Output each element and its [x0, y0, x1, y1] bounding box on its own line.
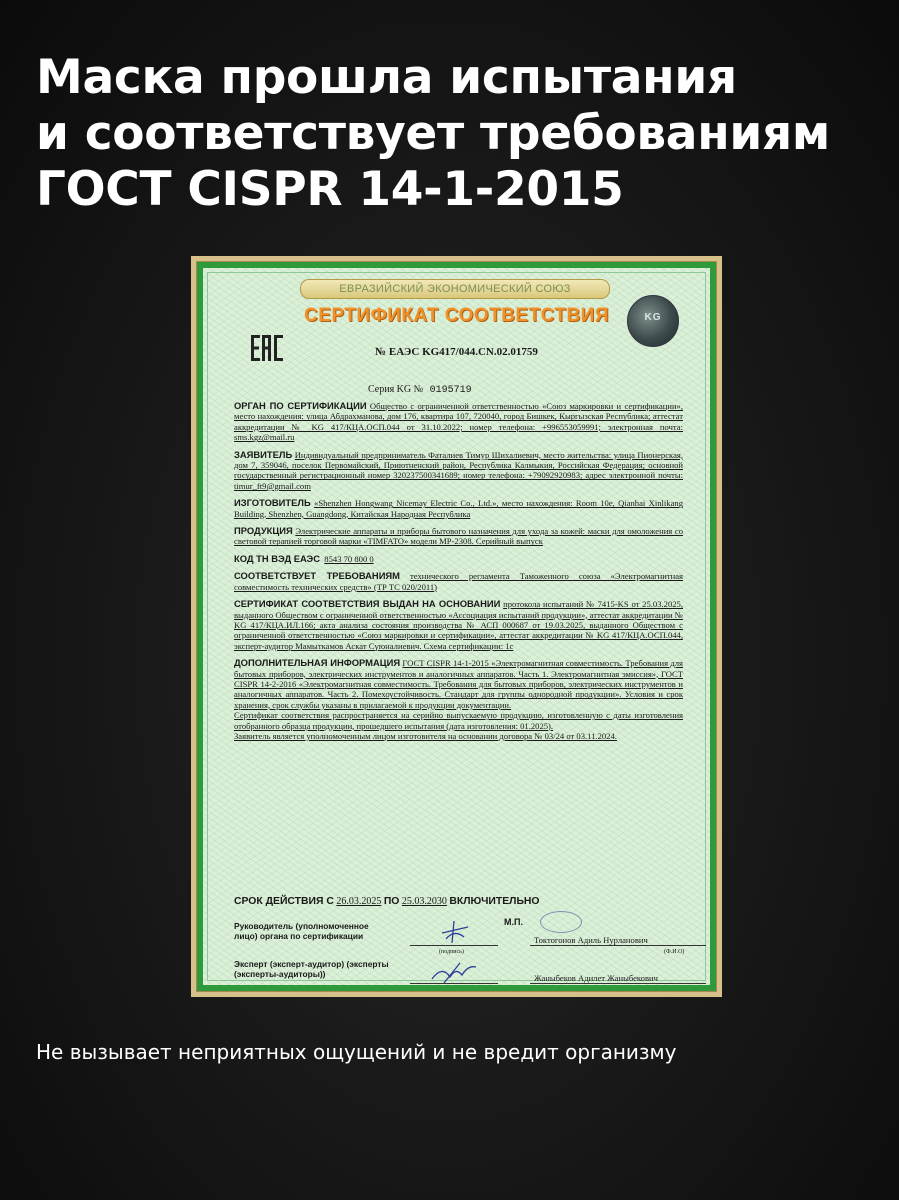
maker-text: «Shenzhen Hongwang Nicemay Electric Co., Ltd.», место нахождения: Room 10e, Qianhai Xinlikang Building, Shenzhen, Guangdong, Китайская Народная Республика — [234, 498, 683, 519]
extra-text-2: Сертификат соответствия распространяется на серийно выпускаемую продукцию, изготовленную с даты изготовления отобранного образца продукции, прошедшего испытания (дата изготовления: 01.2025). — [234, 710, 683, 731]
head-name: Токтогонов Адиль Нурланович — [534, 935, 648, 945]
extra-text: ГОСТ CISPR 14-1-2015 «Электромагнитная совместимость. Требования для бытовых приборов, электрических инструментов и аналогичных аппаратов. Часть 1. Электромагнитная эмиссия», ГОСТ CISPR 14-2-2016 «Электромагнитная совместимость. Требования для бытовых приборов, электрических инструментов и аналогичных аппаратов. Часть 2. Помехоустойчивость. Стандарт для группы однородной продукции». Условия и срок хранения, срок службы указаны в прилагаемой к продукции документации. — [234, 658, 683, 710]
basis-section — [234, 599, 683, 651]
applicant-text: Индивидуальный предприниматель Фаталиев Тимур Шихалиевич, место жительства: улица Пионерская, дом 7, 359046, поселок Первомайский, Приютненский район, Республика Калмыкия, Российская Федерация; основной государственный регистрационный номер 320237500341689; номер телефона: +79092920983; адрес электронной почты: timur_ft9@gmail.com — [234, 449, 683, 491]
expert-name-line — [530, 983, 706, 984]
name-line — [530, 945, 706, 946]
conforms-section — [234, 571, 683, 592]
validity-from: 26.03.2025 — [336, 896, 382, 907]
headline-line-1: Маска прошла испытания — [36, 50, 737, 105]
extra-section-3 — [234, 731, 683, 741]
maker-section — [234, 498, 683, 519]
certificate-frame — [197, 262, 716, 991]
expert-signature-caption: (подпись) — [439, 987, 464, 991]
series-number: 0195719 — [429, 385, 472, 396]
headline-line-2: и соответствует требованиям — [36, 106, 831, 161]
certificate-image — [191, 256, 722, 997]
stamp-icon — [540, 911, 582, 933]
maker-label: ИЗГОТОВИТЕЛЬ — [234, 497, 311, 509]
validity-label-to: ПО — [383, 896, 400, 907]
code-value: 8543 70 800 0 — [324, 553, 374, 564]
expert-label: Эксперт (эксперт-аудитор) (эксперты (эксперты-аудиторы)) — [234, 959, 389, 979]
extra-section-2 — [234, 710, 683, 731]
basis-label: СЕРТИФИКАТ СООТВЕТСТВИЯ ВЫДАН НА ОСНОВАНИИ — [234, 598, 501, 610]
product-text: Электрические аппараты и приборы бытового назначения для ухода за кожей: маски для омоложения со световой терапией торговой марки «TIMFATO» модели MP-2308. Серийный выпуск — [234, 526, 683, 547]
certificate-number: № ЕАЭС KG417/044.CN.02.01759 — [375, 346, 538, 358]
extra-text-3: Заявитель является уполномоченным лицом изготовителя на основании договора № 03/24 от 03.11.2024. — [234, 730, 617, 741]
conforms-label: СООТВЕТСТВУЕТ ТРЕБОВАНИЯМ — [234, 570, 400, 582]
basis-text: протокола испытаний № 7415-KS от 25.03.2025, выданного Обществом с ограниченной ответственностью «Ассоциация испытаний продукции», аттестат аккредитации № KG 417/КЦА.ИЛ.166; акта анализа состояния производства № АСП 000687 от 19.03.2025, выданного Обществом с ограниченной ответственностью «Союз маркировки и сертификации», аттестат аккредитации № KG 417/КЦА.ОСП.044, эксперт-аудитор Мамыткамов Аскат Сүюналиевич. Схема сертификации: 1с — [234, 599, 683, 651]
validity-label-incl: ВКЛЮЧИТЕЛЬНО — [449, 896, 540, 907]
product-label: ПРОДУКЦИЯ — [234, 525, 293, 537]
extra-section — [234, 658, 683, 710]
expert-signature-icon — [430, 961, 478, 985]
validity-line — [234, 896, 540, 907]
organ-text: Общество с ограниченной ответственностью «Союз маркировки и сертификации», место нахождения: улица Абдрахманова, дом 176, квартира 107, 720040, город Бишкек, Кыргызская Республика; аттестат аккредитации № KG 417/КЦА.ОСП.044 от 31.10.2022; номер телефона: +996553059991; электронная почта: sms.kgz@mail.ru — [234, 401, 684, 443]
signature-block — [234, 917, 683, 991]
conforms-text: технического регламента Таможенного союза «Электромагнитная совместимость технических средств» (ТР ТС 020/2011) — [234, 571, 683, 592]
organ-label: ОРГАН ПО СЕРТИФИКАЦИИ — [234, 400, 367, 411]
organ-section — [234, 401, 683, 443]
validity-to: 25.03.2030 — [401, 896, 447, 907]
signature-line — [410, 945, 498, 946]
certificate-text — [234, 401, 683, 748]
expert-fio-caption: (Ф.И.О) — [664, 987, 685, 991]
head-label: Руководитель (уполномоченное лицо) органа по сертификации — [234, 921, 369, 941]
series-label: Серия KG № — [368, 384, 424, 395]
applicant-label: ЗАЯВИТЕЛЬ — [234, 448, 293, 460]
signature-caption: (подпись) — [439, 949, 464, 955]
signature-icon — [434, 919, 474, 945]
fio-caption: (Ф.И.О) — [664, 949, 685, 955]
footer-caption: Не вызывает неприятных ощущений и не вредит организму — [36, 1040, 677, 1064]
expert-name: Жаныбеков Адилет Жаныбекович — [534, 973, 658, 983]
product-section — [234, 526, 683, 547]
headline-line-3: ГОСТ CISPR 14-1-2015 — [36, 162, 624, 217]
extra-label: ДОПОЛНИТЕЛЬНАЯ ИНФОРМАЦИЯ — [234, 657, 401, 669]
stamp-label: М.П. — [504, 917, 523, 927]
series-line — [368, 384, 472, 396]
expert-signature-line — [410, 983, 498, 984]
certificate-title: СЕРТИФИКАТ СООТВЕТСТВИЯ — [303, 305, 609, 326]
code-section — [234, 554, 683, 564]
union-banner: ЕВРАЗИЙСКИЙ ЭКОНОМИЧЕСКИЙ СОЮЗ — [300, 279, 610, 299]
certificate-body — [207, 272, 706, 991]
headline — [36, 50, 876, 218]
hologram-text: KG — [644, 312, 662, 323]
code-label: КОД ТН ВЭД ЕАЭС — [234, 552, 320, 564]
applicant-section — [234, 450, 683, 492]
hologram-seal-icon — [627, 295, 679, 347]
validity-label-from: СРОК ДЕЙСТВИЯ С — [234, 896, 334, 907]
